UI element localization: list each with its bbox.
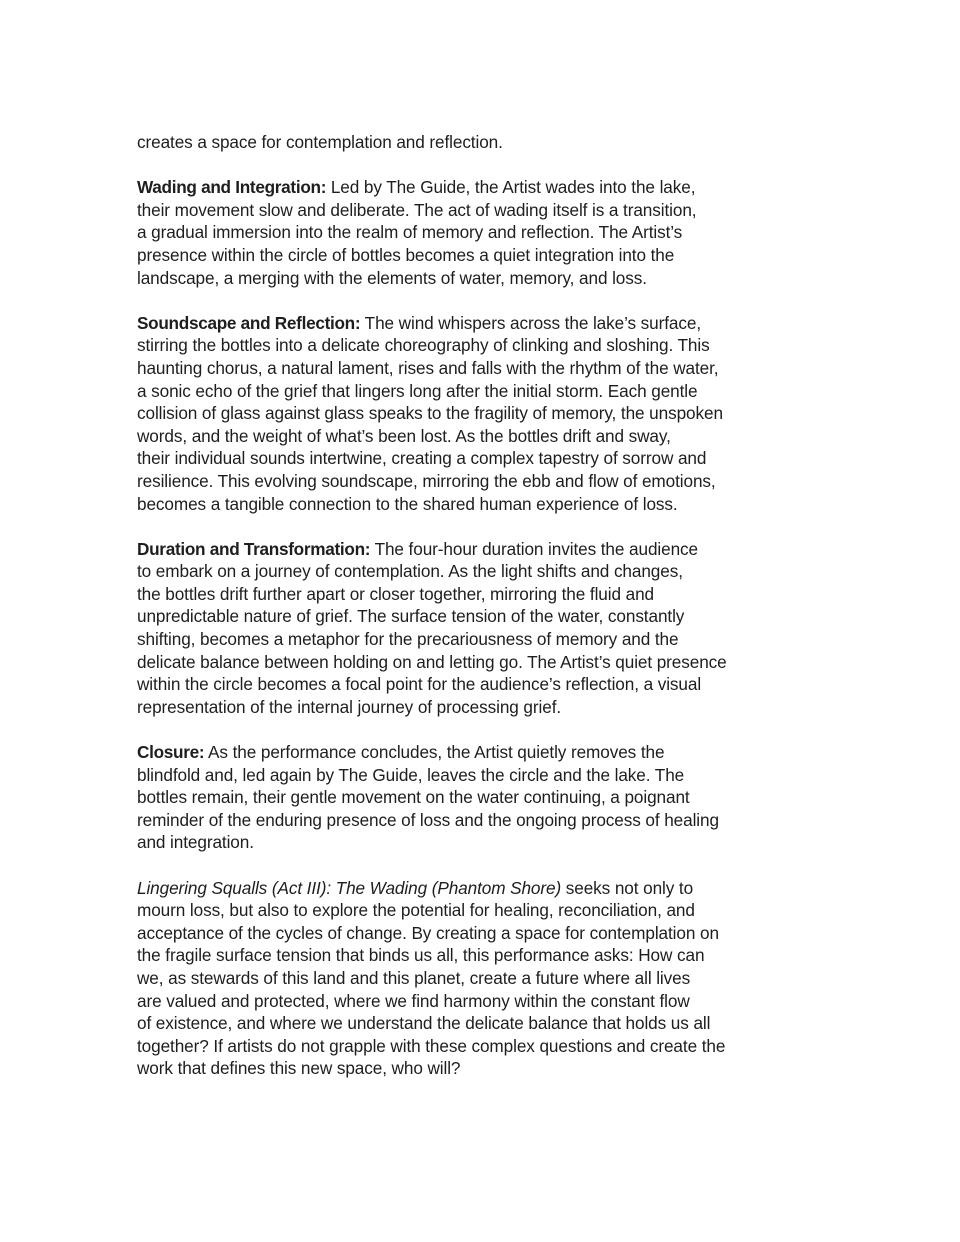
text-line: the bottles drift further apart or closer together, mirroring the fluid and <box>137 583 654 604</box>
section-heading: Wading and Integration: <box>137 177 327 198</box>
text-line: reminder of the enduring presence of loss and the ongoing process of healing <box>137 809 719 830</box>
text-line: haunting chorus, a natural lament, rises and falls with the rhythm of the water, <box>137 357 719 378</box>
text-line: acceptance of the cycles of change. By creating a space for contemplation on <box>137 922 719 943</box>
text-line: shifting, becomes a metaphor for the precariousness of memory and the <box>137 629 679 650</box>
text-line: unpredictable nature of grief. The surface tension of the water, constantly <box>137 606 685 627</box>
text-line: blindfold and, led again by The Guide, leaves the circle and the lake. The <box>137 764 685 785</box>
text-fragment: seeks not only to <box>561 877 694 898</box>
text-line: collision of glass against glass speaks to the fragility of memory, the unspoken <box>137 403 723 424</box>
text-line: of existence, and where we understand the delicate balance that holds us all <box>137 1013 711 1034</box>
text-fragment: The four-hour duration invites the audience <box>370 538 698 559</box>
text-line: and integration. <box>137 832 254 853</box>
text-line: creates a space for contemplation and reflection. <box>137 132 503 152</box>
paragraph-continuation <box>137 131 837 154</box>
text-fragment: Led by The Guide, the Artist wades into the lake, <box>326 177 696 198</box>
text-line: words, and the weight of what’s been lost. As the bottles drift and sway, <box>137 425 671 446</box>
text-fragment: The wind whispers across the lake’s surface, <box>360 312 701 333</box>
section-heading: Soundscape and Reflection: <box>137 312 361 333</box>
paragraph-wading-and-integration <box>137 176 837 289</box>
text-line <box>137 877 837 900</box>
paragraph-closure <box>137 741 837 854</box>
text-line: landscape, a merging with the elements of water, memory, and loss. <box>137 267 647 288</box>
section-heading: Closure: <box>137 742 205 763</box>
text-line: becomes a tangible connection to the shared human experience of loss. <box>137 493 678 514</box>
paragraph-soundscape-and-reflection <box>137 312 837 515</box>
text-line: mourn loss, but also to explore the potential for healing, reconciliation, and <box>137 900 695 921</box>
section-heading: Duration and Transformation: <box>137 538 371 559</box>
text-line: their movement slow and deliberate. The act of wading itself is a transition, <box>137 199 697 220</box>
text-line: the fragile surface tension that binds us all, this performance asks: How can <box>137 945 705 966</box>
text-line: a gradual immersion into the realm of memory and reflection. The Artist’s <box>137 222 683 243</box>
work-title: Lingering Squalls (Act III): The Wading (Phantom Shore) <box>137 877 562 898</box>
text-line: their individual sounds intertwine, creating a complex tapestry of sorrow and <box>137 448 707 469</box>
text-line: representation of the internal journey of processing grief. <box>137 696 562 717</box>
text-line <box>137 312 837 335</box>
text-line: work that defines this new space, who will? <box>137 1058 461 1079</box>
paragraph-duration-and-transformation <box>137 538 837 719</box>
text-line: stirring the bottles into a delicate choreography of clinking and sloshing. This <box>137 335 710 356</box>
text-line: bottles remain, their gentle movement on the water continuing, a poignant <box>137 787 690 808</box>
text-line <box>137 741 837 764</box>
text-line: we, as stewards of this land and this planet, create a future where all lives <box>137 967 691 988</box>
text-fragment: As the performance concludes, the Artist quietly removes the <box>204 742 665 763</box>
text-line: are valued and protected, where we find harmony within the constant flow <box>137 990 690 1011</box>
text-line: resilience. This evolving soundscape, mirroring the ebb and flow of emotions, <box>137 470 716 491</box>
text-line: presence within the circle of bottles becomes a quiet integration into the <box>137 244 675 265</box>
text-line: delicate balance between holding on and letting go. The Artist’s quiet presence <box>137 651 727 672</box>
text-line: a sonic echo of the grief that lingers long after the initial storm. Each gentle <box>137 380 698 401</box>
text-line: to embark on a journey of contemplation. As the light shifts and changes, <box>137 561 683 582</box>
text-line <box>137 538 837 561</box>
document-page <box>137 131 837 1103</box>
text-line <box>137 176 837 199</box>
paragraph-closing-statement <box>137 877 837 1080</box>
text-line: together? If artists do not grapple with these complex questions and create the <box>137 1035 726 1056</box>
text-line: within the circle becomes a focal point for the audience’s reflection, a visual <box>137 674 702 695</box>
